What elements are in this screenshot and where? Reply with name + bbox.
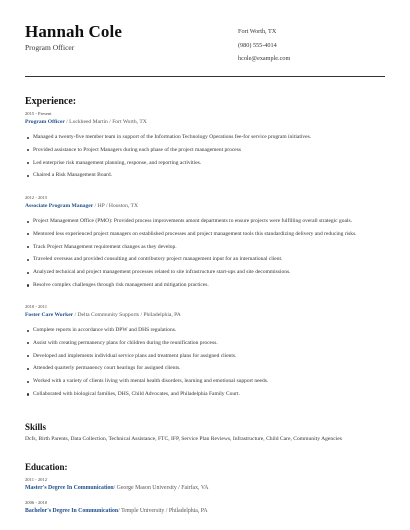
education-dates: 2006 - 2010 xyxy=(25,500,48,505)
contact-email[interactable]: hcole@example.com xyxy=(238,55,291,62)
job-heading xyxy=(25,202,385,212)
bullet-item: Resolve complex challenges through risk management and mitigation practices. xyxy=(25,282,385,295)
job-entry xyxy=(25,195,385,295)
degree-name: Bachelor's Degree In Communication xyxy=(25,507,119,514)
bullet-item: Analyzed technical and project management processes related to site infrastructure start-ups and site decommissions. xyxy=(25,269,385,282)
bullet-item: Traveled overseas and provided consulting and contributory project management input for an international client. xyxy=(25,256,385,269)
job-dates: 2015 - Present xyxy=(25,111,52,116)
degree-separator: / xyxy=(113,484,117,491)
job-entry xyxy=(25,304,385,404)
job-separator: / xyxy=(74,312,78,318)
job-bullets xyxy=(25,134,385,185)
school-name: George Mason University / Fairfax, VA xyxy=(116,484,209,491)
education-entry xyxy=(25,477,385,492)
bullet-item: Mentored less experienced project managers on established processes and project management tools this standardizing delivery and reducing risks. xyxy=(25,231,385,244)
job-company: Delta Community Supports / Philadelphia, PA xyxy=(77,312,181,318)
bullet-item: Chaired a Risk Management Board. xyxy=(25,172,385,185)
job-bullets xyxy=(25,327,385,404)
education-degree-line xyxy=(25,484,385,492)
bullet-item: Collaborated with biological families, DHS, Child Advocates, and Philadelphia Family Court. xyxy=(25,391,385,404)
job-separator: / xyxy=(66,119,70,125)
job-heading xyxy=(25,118,385,128)
degree-separator: / xyxy=(118,507,122,514)
job-separator: / xyxy=(94,203,98,209)
experience-heading: Experience: xyxy=(25,96,77,107)
candidate-name: Hannah Cole xyxy=(25,22,122,41)
job-role: Program Officer xyxy=(25,119,65,125)
education-dates: 2011 - 2012 xyxy=(25,477,48,482)
contact-location: Fort Worth, TX xyxy=(238,28,277,35)
job-bullets xyxy=(25,218,385,295)
job-entry xyxy=(25,111,385,185)
bullet-item: Attended quarterly permanency court hearings for assigned clients. xyxy=(25,365,385,378)
job-dates: 2010 - 2011 xyxy=(25,304,48,309)
bullet-item: Track Project Management requirement changes as they develop. xyxy=(25,244,385,257)
school-name: Temple University / Philadelphia, PA xyxy=(121,507,208,514)
candidate-title: Program Officer xyxy=(25,43,75,52)
job-role: Foster Care Worker xyxy=(25,312,74,318)
job-company: Lockheed Martin / Fort Worth, TX xyxy=(69,119,147,125)
education-entry xyxy=(25,500,385,515)
bullet-item: Developed and implements individual service plans and treatment plans for assigned clients. xyxy=(25,353,385,366)
bullet-item: Worked with a variety of clients living with mental health disorders, learning and emotional support needs. xyxy=(25,378,385,391)
bullet-item: Managed a twenty-five member team in support of the Information Technology Operations fee-for service program initiatives. xyxy=(25,134,385,147)
education-heading: Education: xyxy=(25,462,68,472)
contact-phone: (980) 555-4014 xyxy=(238,41,277,49)
bullet-item: Project Management Office (PMO): Provided process improvements amont departments to ensure projects were fulfilling overall strategic goals. xyxy=(25,218,385,231)
bullet-item: Led enterprise risk management planning, response, and reporting activities. xyxy=(25,160,385,173)
bullet-item: Assist with creating permanency plans for children during the reunification process. xyxy=(25,340,385,353)
job-role: Associate Program Manager xyxy=(25,203,94,209)
education-degree-line xyxy=(25,507,385,515)
bullet-item: Provided assistance to Project Managers during each phase of the project management process xyxy=(25,147,385,160)
bullet-item: Complete reports in accordance with DPW and DHS regulations. xyxy=(25,327,385,340)
job-dates: 2012 - 2015 xyxy=(25,195,48,200)
job-company: HP / Houston, TX xyxy=(97,203,139,209)
degree-name: Master's Degree In Communication xyxy=(25,484,114,491)
skills-heading: Skills xyxy=(25,422,47,432)
job-heading xyxy=(25,311,385,321)
contact-block xyxy=(238,28,290,69)
skills-list: Dcfs, Birth Parents, Data Collection, Technical Assistance, FTC, IFP, Service Plan Reviews, Infrastructure, Child Care, Community Agencies xyxy=(25,436,342,442)
header-divider xyxy=(25,76,385,77)
